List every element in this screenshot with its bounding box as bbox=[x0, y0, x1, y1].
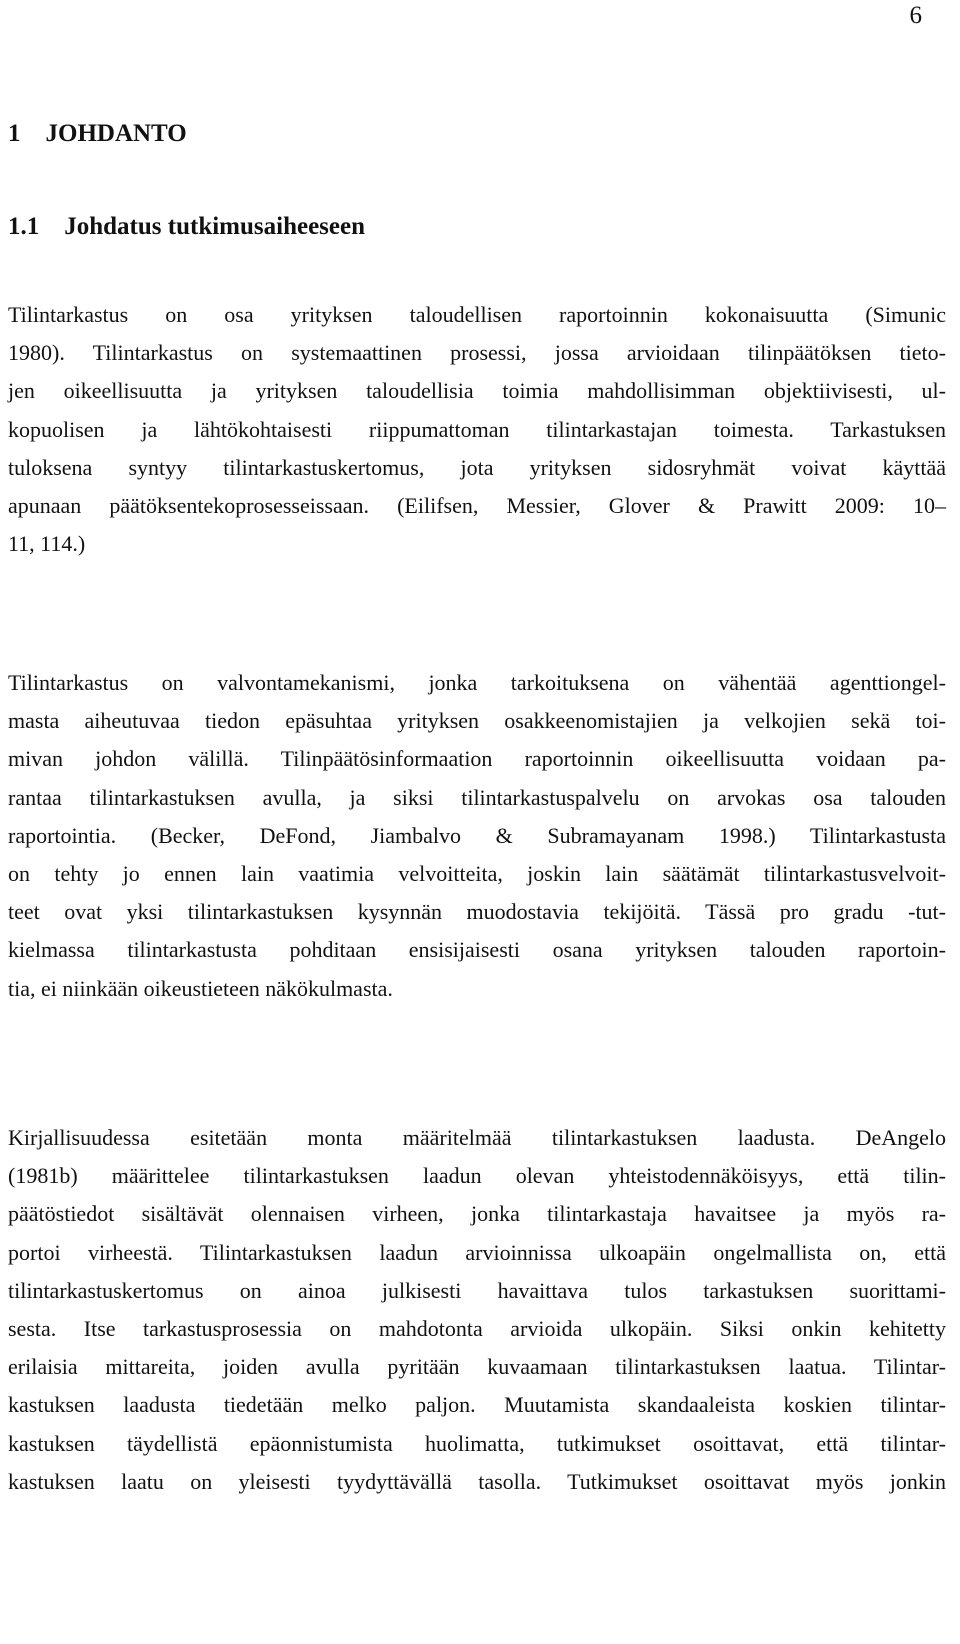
text-line: jen oikeellisuutta ja yrityksen taloudellisia toimia mahdollisimman objektiivisesti, ul- bbox=[8, 378, 946, 404]
paragraph-1 bbox=[8, 296, 946, 563]
text-line: masta aiheutuvaa tiedon epäsuhtaa yrityksen osakkeenomistajien ja velkojien sekä toi- bbox=[8, 708, 946, 734]
text-line: portoi virheestä. Tilintarkastuksen laadun arvioinnissa ulkoapäin ongelmallista on, että bbox=[8, 1239, 946, 1265]
section-heading: 1.1 Johdatus tutkimusaiheeseen bbox=[8, 213, 365, 240]
page-number: 6 bbox=[909, 2, 922, 29]
text-line: päätöstiedot sisältävät olennaisen virheen, jonka tilintarkastaja havaitsee ja myös ra- bbox=[8, 1201, 946, 1227]
text-line: (1981b) määrittelee tilintarkastuksen laadun olevan yhteistodennäköisyys, että tilin- bbox=[8, 1163, 946, 1189]
text-line: Tilintarkastus on valvontamekanismi, jonka tarkoituksena on vähentää agenttiongel- bbox=[8, 670, 946, 695]
text-line: erilaisia mittareita, joiden avulla pyritään kuvaamaan tilintarkastuksen laatua. Tilintar- bbox=[8, 1354, 946, 1380]
text-line: kastuksen täydellistä epäonnistumista huolimatta, tutkimukset osoittavat, että tilintar- bbox=[8, 1430, 946, 1456]
text-line: apunaan päätöksentekoprosesseissaan. (Eilifsen, Messier, Glover & Prawitt 2009: 10– bbox=[8, 492, 946, 518]
text-line: 11, 114.) bbox=[8, 531, 86, 557]
text-line: teet ovat yksi tilintarkastuksen kysynnän muodostavia tekijöitä. Tässä pro gradu -tut- bbox=[8, 899, 946, 925]
text-line: sesta. Itse tarkastusprosessia on mahdotonta arvioida ulkopäin. Siksi onkin kehitetty bbox=[8, 1315, 946, 1341]
text-line: tilintarkastuskertomus on ainoa julkisesti havaittava tulos tarkastuksen suorittami- bbox=[8, 1277, 946, 1303]
text-line: kielmassa tilintarkastusta pohditaan ensisijaisesti osana yrityksen talouden raportoin- bbox=[8, 937, 946, 963]
text-line: Kirjallisuudessa esitetään monta määritelmää tilintarkastuksen laadusta. DeAngelo bbox=[8, 1125, 946, 1150]
paragraph-3 bbox=[8, 1119, 946, 1501]
text-line: mivan johdon välillä. Tilinpäätösinformaation raportoinnin oikeellisuutta voidaan pa- bbox=[8, 746, 946, 772]
text-line: kastuksen laatu on yleisesti tyydyttävällä tasolla. Tutkimukset osoittavat myös jonkin bbox=[8, 1468, 946, 1494]
text-line: 1980). Tilintarkastus on systemaattinen prosessi, jossa arvioidaan tilinpäätöksen tieto- bbox=[8, 340, 946, 366]
text-line: Tilintarkastus on osa yrityksen taloudellisen raportoinnin kokonaisuutta (Simunic bbox=[8, 302, 946, 327]
text-line: kopuolisen ja lähtökohtaisesti riippumattoman tilintarkastajan toimesta. Tarkastuksen bbox=[8, 416, 946, 442]
text-line: on tehty jo ennen lain vaatimia velvoitteita, joskin lain säätämät tilintarkastusvelvoit- bbox=[8, 860, 946, 886]
chapter-heading: 1 JOHDANTO bbox=[8, 120, 187, 147]
text-line: tia, ei niinkään oikeustieteen näkökulmasta. bbox=[8, 975, 393, 1001]
text-line: tuloksena syntyy tilintarkastuskertomus, jota yrityksen sidosryhmät voivat käyttää bbox=[8, 454, 946, 480]
text-line: rantaa tilintarkastuksen avulla, ja siksi tilintarkastuspalvelu on arvokas osa talouden bbox=[8, 784, 946, 810]
text-line: raportointia. (Becker, DeFond, Jiambalvo & Subramayanam 1998.) Tilintarkastusta bbox=[8, 822, 946, 848]
text-line: kastuksen laadusta tiedetään melko paljon. Muutamista skandaaleista koskien tilintar- bbox=[8, 1392, 946, 1418]
paragraph-2 bbox=[8, 664, 946, 1008]
